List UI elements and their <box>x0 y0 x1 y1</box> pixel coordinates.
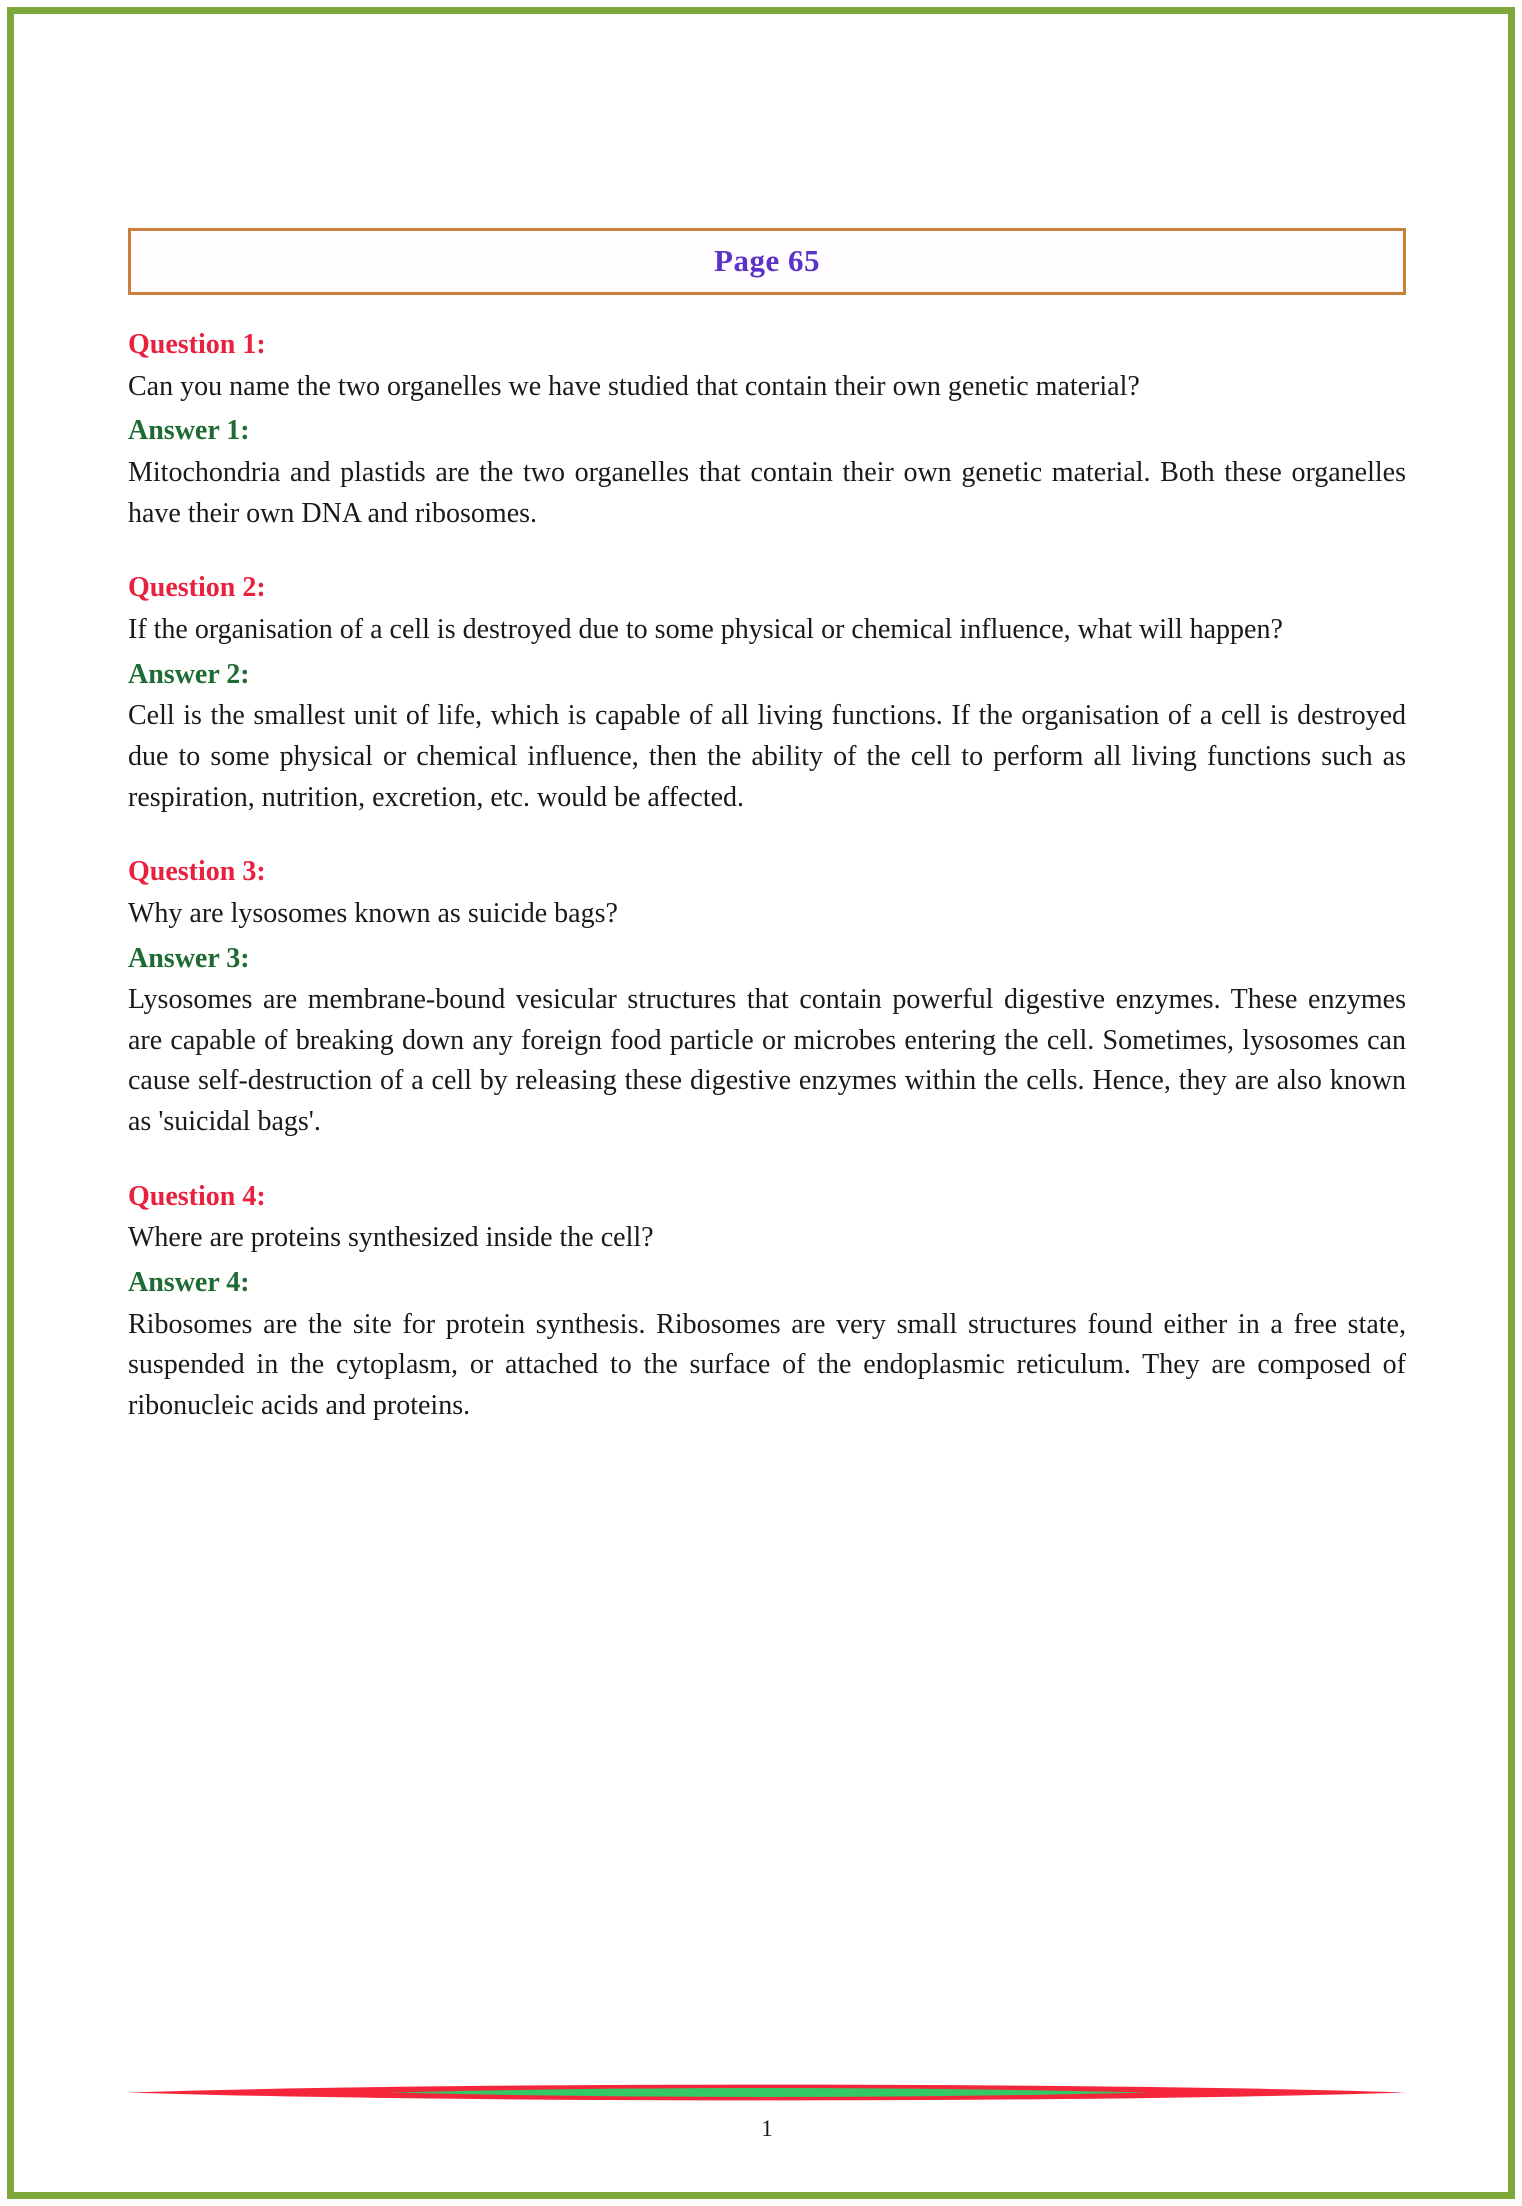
answer-label-2: Answer 2: <box>128 658 250 690</box>
page-title: Page 65 <box>714 243 820 278</box>
page-banner <box>128 228 1406 295</box>
answer-label-4: Answer 4: <box>128 1266 250 1298</box>
answer-text-1: Mitochondria and plastids are the two organelles that contain their own genetic material. Both these organelles have their own DNA and ribosomes. <box>128 457 1406 529</box>
question-label-3: Question 3: <box>128 856 266 888</box>
answer-text-2: Cell is the smallest unit of life, which is capable of all living functions. If the organisation of a cell is destroyed due to some physical or chemical influence, then the ability of the cell to perform all living functions such as respiration, nutrition, excretion, etc. would be affected. <box>128 700 1406 813</box>
page-content <box>128 228 1406 1427</box>
decorative-divider-icon <box>128 2079 1406 2105</box>
answer-label-3: Answer 3: <box>128 942 250 974</box>
question-text-1: Can you name the two organelles we have studied that contain their own genetic material? <box>128 370 1140 402</box>
question-text-4: Where are proteins synthesized inside the cell? <box>128 1222 654 1254</box>
question-label-1: Question 1: <box>128 329 266 360</box>
question-label-4: Question 4: <box>128 1180 266 1212</box>
question-text-2: If the organisation of a cell is destroyed due to some physical or chemical influence, what will happen? <box>128 614 1283 646</box>
question-label-2: Question 2: <box>128 572 266 604</box>
qa-block-2 <box>128 568 1406 818</box>
answer-text-3: Lysosomes are membrane-bound vesicular structures that contain powerful digestive enzymes. These enzymes are capable of breaking down any foreign food particle or microbes entering the cell. Sometimes, lysosomes can cause self-destruction of a cell by releasing these digestive enzymes within the cells. Hence, they are also known as 'suicidal bags'. <box>128 984 1406 1138</box>
answer-label-1: Answer 1: <box>128 415 250 447</box>
answer-text-4: Ribosomes are the site for protein synthesis. Ribosomes are very small structures found either in a free state, suspended in the cytoplasm, or attached to the surface of the endoplasmic reticulum. They are composed of ribonucleic acids and proteins. <box>128 1308 1406 1421</box>
qa-block-3 <box>128 852 1406 1142</box>
page-footer <box>128 2079 1406 2140</box>
qa-block-1 <box>128 325 1406 534</box>
question-text-3: Why are lysosomes known as suicide bags? <box>128 897 618 929</box>
page-number: 1 <box>761 2116 773 2141</box>
qa-block-4 <box>128 1177 1406 1427</box>
